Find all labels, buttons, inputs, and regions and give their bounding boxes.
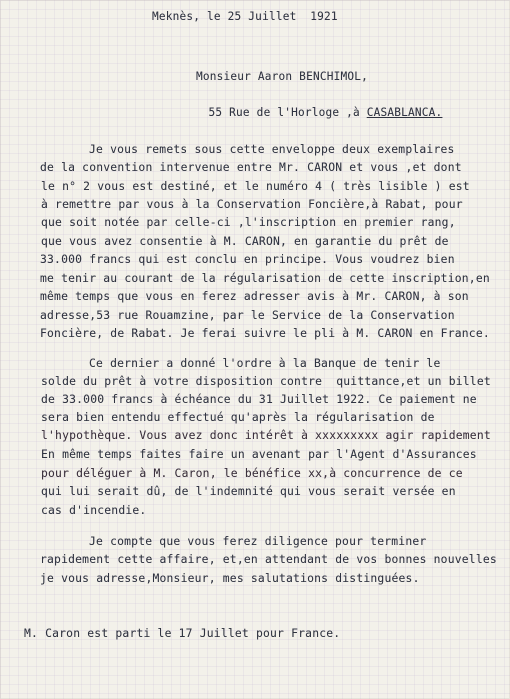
- paragraph-3-line-2: rapidement cette affaire, et,en attendant de vos bonnes nouvelles: [40, 552, 497, 566]
- paragraph-2-line-7: pour déléguer à M. Caron, le bénéfice xx,à concurrence de ce: [41, 466, 463, 480]
- recipient-address-prefix: 55 Rue de l'Horloge ,à: [208, 106, 367, 119]
- paragraph-1-line-1: Je vous remets sous cette enveloppe deux exemplaires: [89, 142, 455, 156]
- paragraph-1-line-5: que soit notée par celle-ci ,l'inscription en premier rang,: [41, 215, 456, 229]
- paragraph-1-line-3: le n° 2 vous est destiné, et le numéro 4 ( très lisible ) est: [41, 179, 470, 193]
- paragraph-2-line-4: sera bien entendu effectué qu'après la régularisation de: [41, 410, 435, 424]
- date-line: Meknès, le 25 Juillet 1921: [152, 10, 338, 23]
- paragraph-1-line-9: même temps que vous en ferez adresser avis à Mr. CARON, à son: [40, 289, 469, 303]
- paragraph-2-line-8: qui lui serait dû, de l'indemnité qui vous serait versée en: [41, 484, 456, 498]
- recipient-address: [181, 93, 442, 132]
- paragraph-1-line-7: 33.000 francs qui est conclu en principe. Vous voudrez bien: [40, 252, 455, 266]
- recipient-name: Monsieur Aaron BENCHIMOL,: [196, 70, 368, 83]
- paragraph-1-line-10: adresse,53 rue Rouamzine, par le Service de la Conservation: [40, 308, 455, 322]
- paragraph-2-line-2: solde du prêt à votre disposition contre quittance,et un billet: [41, 374, 491, 388]
- recipient-city: CASABLANCA.: [366, 106, 443, 119]
- paragraph-1-line-8: me tenir au courant de la régularisation de cette inscription,en: [40, 271, 490, 285]
- paragraph-1-line-11: Foncière, de Rabat. Je ferai suivre le pli à M. CARON en France.: [40, 326, 490, 340]
- paragraph-2-line-6: En même temps faites faire un avenant par l'Agent d'Assurances: [41, 447, 477, 461]
- paragraph-2-line-5: l'hypothèque. Vous avez donc intérêt à xxxxxxxxx agir rapidement: [41, 428, 491, 442]
- paragraph-1-line-6: que vous avez consentie à M. CARON, en garantie du prêt de: [41, 234, 449, 248]
- paragraph-3-line-1: Je compte que vous ferez diligence pour terminer: [89, 534, 427, 548]
- postscript: M. Caron est parti le 17 Juillet pour France.: [24, 626, 341, 640]
- paragraph-2-line-1: Ce dernier a donné l'ordre à la Banque de tenir le: [89, 356, 441, 370]
- paragraph-2-line-9: cas d'incendie.: [41, 503, 147, 517]
- paragraph-3-line-3: je vous adresse,Monsieur, mes salutations distinguées.: [40, 571, 420, 585]
- paragraph-1-line-2: de la convention intervenue entre Mr. CARON et vous ,et dont: [40, 160, 462, 174]
- paragraph-2-line-3: de 33.000 francs à échéance du 31 Juillet 1922. Ce paiement ne: [41, 392, 477, 406]
- paragraph-1-line-4: à remettre par vous à la Conservation Foncière,à Rabat, pour: [41, 197, 463, 211]
